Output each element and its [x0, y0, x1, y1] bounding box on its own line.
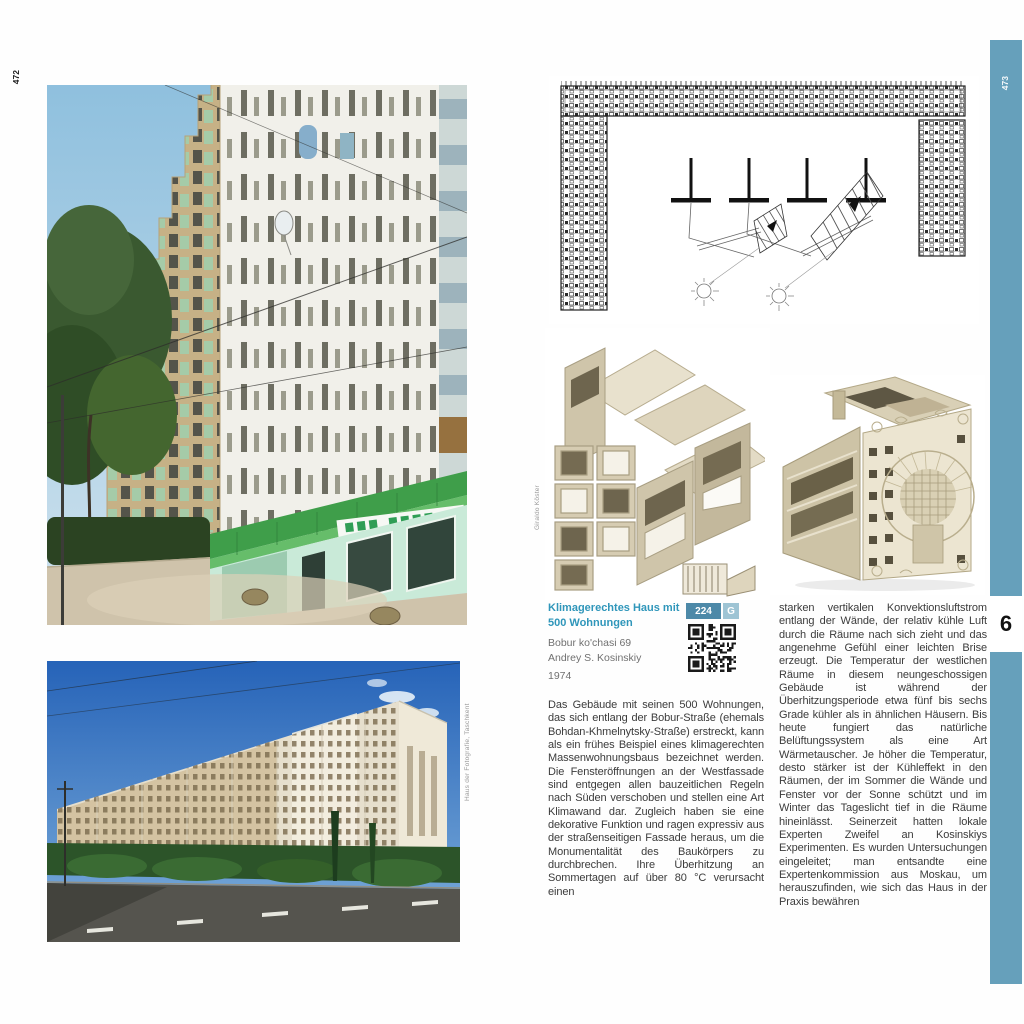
entry-architect: Andrey S. Kosinskiy [548, 652, 642, 664]
body-text-column-2: starken vertikalen Konvektionsluftstrom entlang der Wände, der relativ kühle Luft durch die Räume nach sich zieht und das angenehme Gefühl einer leichten Brise erzeugt. Die Temperatur der westlichen Räume in diesem neungeschossigen Gebäude ist während der Überhitzungsperiode etwa fünf bis sechs Grade kühler als in ähnlichen Häusern. Bis heute fungiert das natürliche Belüftungssystem als eine Art Wärmetauscher. Je höher die Temperatur, desto stärker ist der Kühleffekt in den Räumen, der im Sommer die Wände und Fenster vor der Sonne schützt und im Winter das Tageslicht tief in die Räume hineinlässt. Seinerzeit hatten lokale Experten Zweifel an Kosinskiys Experimenten. Es wurden Untersuchungen eingeleitet; man entsandte eine Expertenkommission aus Moskau, um herauszufinden, wie sich das Haus in der Praxis bewähren [779, 602, 987, 908]
sidebar-bar-bottom [990, 652, 1022, 984]
chapter-tab: 6 [990, 596, 1022, 652]
sidebar-bar-top [990, 40, 1022, 596]
map-badge-letter: G [723, 603, 739, 619]
photo-building-panorama [47, 661, 460, 942]
axon-model-stepped-image [545, 328, 770, 600]
photo-street-view-image [47, 85, 467, 625]
entry-year: 1974 [548, 670, 572, 682]
page-number-right: 473 [1000, 76, 1010, 91]
entry-title: Klimagerechtes Haus mit 500 Wohnungen [548, 602, 680, 629]
qr-code [688, 624, 736, 672]
site-plan-image [549, 76, 979, 324]
entry-title-block [548, 601, 693, 684]
entry-address: Bobur ko'chasi 69 [548, 637, 632, 649]
axon-model-stepped [545, 328, 770, 600]
map-badge-number: 224 [686, 603, 721, 619]
photo-street-view [47, 85, 467, 625]
photo-credit: Haus der Fotografie, Taschkent [464, 703, 471, 801]
qr-code-image [688, 624, 736, 672]
map-reference-badge [686, 603, 739, 619]
site-plan-drawing [549, 76, 979, 324]
photo-building-panorama-image [47, 661, 460, 942]
drawing-credit: Giraldo Köster [534, 484, 541, 530]
body-text-column-1: Das Gebäude mit seinen 500 Wohnungen, das sich entlang der Bobur-Straße (ehemals Bohdan-Khmelnytsky-Straße) erstreckt, kann als ein frühes Beispiel eines klimagerechten Massenwohnungsbaus bezeichnet werden. Die Fensteröffnungen an der Westfassade sind entgegen allen bauzeitlichen Regeln nach Süden verschoben und stellen eine Art Klimawand dar. Zugleich haben sie eine dekorative Funktion und ragen expressiv aus der straßenseitigen Fassade heraus, um die Monumentalität des Baukörpers zu durchbrechen. Ihre Überhitzung an Sommertagen auf über 80 °C verursacht einen [548, 699, 764, 898]
axon-model-ornament-image [765, 375, 985, 595]
page-number-left: 472 [11, 70, 21, 85]
axon-model-ornament [765, 375, 985, 595]
